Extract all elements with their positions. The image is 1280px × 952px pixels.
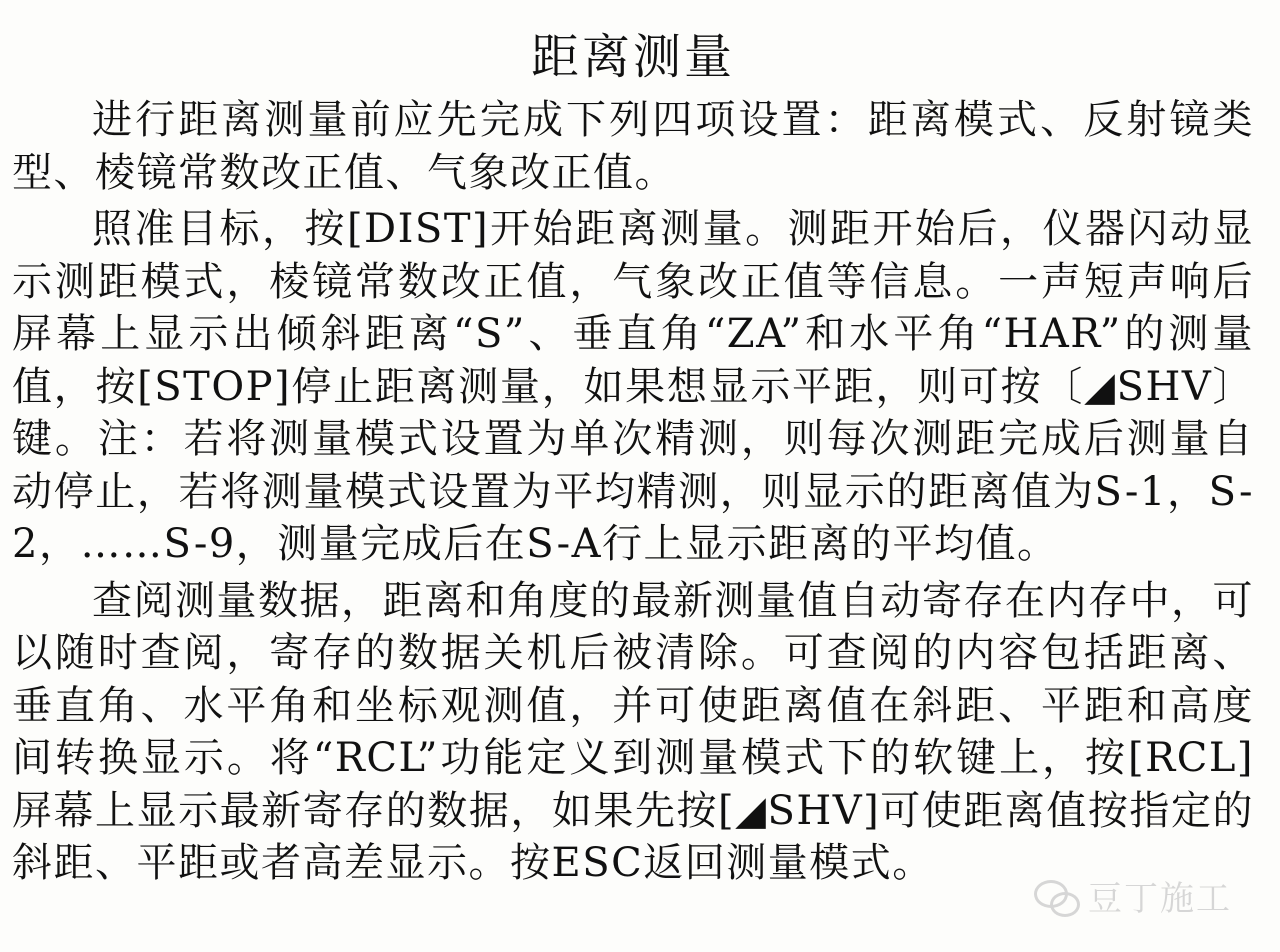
- watermark-text: 豆丁施工: [1088, 879, 1232, 919]
- paragraph-recall: 查阅测量数据，距离和角度的最新测量值自动寄存在内存中，可以随时查阅，寄存的数据关机后被清除。可查阅的内容包括距离、垂直角、水平角和坐标观测值，并可使距离值在斜距、平距和高度间转换显示。将“RCL”功能定义到测量模式下的软键上，按[RCL]屏幕上显示最新寄存的数据，如果先按[◢SHV]可使距离值按指定的斜距、平距或者高差显示。按ESC返回测量模式。: [12, 577, 1254, 886]
- paragraph-settings: 进行距离测量前应先完成下列四项设置：距离模式、反射镜类型、棱镜常数改正值、气象改正值。: [12, 97, 1254, 196]
- watermark: [1034, 871, 1232, 920]
- page-title: 距离测量: [530, 29, 735, 85]
- paragraph-measurement: 照准目标，按[DIST]开始距离测量。测距开始后，仪器闪动显示测距模式，棱镜常数改正值，气象改正值等信息。一声短声响后屏幕上显示出倾斜距离“S”、垂直角“ZA”和水平角“HAR”的测量值，按[STOP]停止距离测量，如果想显示平距，则可按〔◢SHV〕键。注：若将测量模式设置为单次精测，则每次测距完成后测量自动停止，若将测量模式设置为平均精测，则显示的距离值为S-1，S-2，……S-9，测量完成后在S-A行上显示距离的平均值。: [12, 206, 1254, 567]
- wechat-icon: [1034, 876, 1080, 916]
